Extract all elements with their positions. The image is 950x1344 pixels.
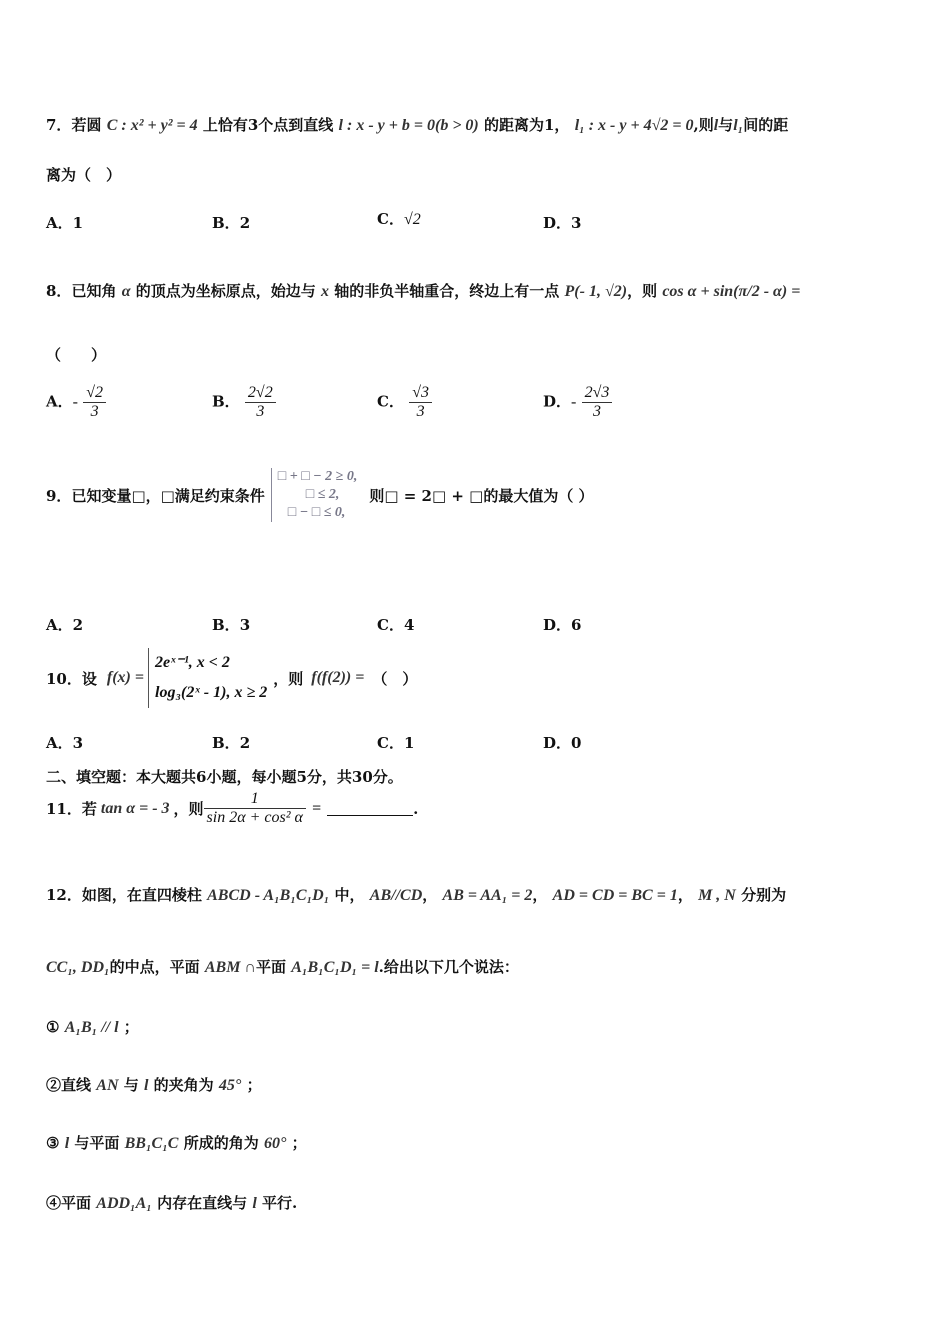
q9-option-c[interactable]: C．4 bbox=[377, 616, 415, 634]
q7-option-d[interactable]: D．3 bbox=[543, 214, 582, 232]
q9-option-a[interactable]: A．2 bbox=[46, 616, 84, 634]
q7-line-l: l : x - y + b = 0(b > 0) bbox=[338, 117, 479, 134]
q10-option-c[interactable]: C．1 bbox=[377, 734, 415, 752]
q12-statement-3: ③ l 与平面 BB₁C₁C 所成的角为 60° ； bbox=[46, 1134, 307, 1152]
q10-stem: 10． 设 f(x) = 2eˣ⁻¹, x < 2 log₃(2ˣ - 1), x ≥ 2 ，则 f(f(2)) = （ ） bbox=[46, 648, 417, 708]
q7-stem-line2: 离为（ ） bbox=[46, 166, 122, 184]
q11-answer-blank[interactable] bbox=[327, 801, 413, 816]
q8-option-b[interactable]: B． $\frac{2√2}{3}$ bbox=[212, 384, 276, 421]
q12-statement-4: ④平面 ADD₁A₁ 内存在直线与 l 平行. bbox=[46, 1194, 298, 1212]
q12-stem: 12．如图，在直四棱柱 ABCD - A₁B₁C₁D₁ 中， AB//CD， AB = AA₁ = 2， AD = CD = BC = 1， M , N 分别为 bbox=[46, 886, 787, 904]
q11-stem: 11． 若 tan α = - 3 ，则 $\frac{1}{\text{sin 2α + cos² α}}$ = . bbox=[46, 790, 419, 826]
q11-fraction: $\frac{1}{\text{sin 2α + cos² α}}$ bbox=[204, 790, 306, 827]
q8-option-a[interactable]: A．- $\frac{√2}{3}$ bbox=[46, 384, 106, 421]
q8-option-c[interactable]: C． $\frac{√3}{3}$ bbox=[377, 384, 432, 421]
section-heading-fill-in: 二、填空题：本大题共6小题，每小题5分，共30分。 bbox=[46, 768, 403, 786]
q7-option-a[interactable]: A．1 bbox=[46, 214, 84, 232]
q12-statement-2: ②直线 AN 与 l 的夹角为 45° ； bbox=[46, 1076, 262, 1094]
q9-constraint-system: □ + □ − 2 ≥ 0, □ ≤ 2, □ − □ ≤ 0, bbox=[271, 468, 358, 522]
q9-option-b[interactable]: B．3 bbox=[212, 616, 251, 634]
q9-option-d[interactable]: D．6 bbox=[543, 616, 582, 634]
q10-option-a[interactable]: A．3 bbox=[46, 734, 84, 752]
q10-piecewise-function: 2eˣ⁻¹, x < 2 log₃(2ˣ - 1), x ≥ 2 bbox=[148, 648, 267, 708]
q12-prism: ABCD - A₁B₁C₁D₁ bbox=[207, 887, 330, 904]
q7-stem: 7．若圆 C : x² + y² = 4 上恰有3个点到直线 l : x - y + b = 0(b > 0) 的距离为1， l₁ : x - y + 4√2 = 0,则l与l₁间的距 bbox=[46, 116, 789, 134]
q8-option-d[interactable]: D．- $\frac{2√3}{3}$ bbox=[543, 384, 612, 421]
q8-stem: 8．已知角 α 的顶点为坐标原点，始边与 x 轴的非负半轴重合，终边上有一点 P(- 1, √2)，则 cos α + sin(π/2 - α) = bbox=[46, 282, 801, 300]
q7-option-b[interactable]: B．2 bbox=[212, 214, 251, 232]
q12-stem-line2: CC₁, DD₁的中点，平面 ABM ∩平面 A₁B₁C₁D₁ = l.给出以下几个说法： bbox=[46, 958, 519, 976]
q8-stem-line2: （ ） bbox=[46, 346, 107, 364]
q10-option-d[interactable]: D．0 bbox=[543, 734, 582, 752]
q12-statement-1: ① A₁B₁ // l ； bbox=[46, 1018, 139, 1036]
q7-circle-equation: C : x² + y² = 4 bbox=[106, 117, 198, 134]
q7-option-c[interactable]: C．√2 bbox=[377, 210, 421, 228]
q8-point-p: P(- 1, √2) bbox=[564, 283, 628, 300]
q10-option-b[interactable]: B．2 bbox=[212, 734, 251, 752]
q8-expression: cos α + sin(π/2 - α) = bbox=[662, 283, 801, 300]
q7-line-l1: l₁ : x - y + 4√2 = 0 bbox=[574, 117, 694, 134]
q9-stem: 9． 已知变量□，□满足约束条件 □ + □ − 2 ≥ 0, □ ≤ 2, □ − □ ≤ 0, 则□ = 2□ + □的最大值为（ ） bbox=[46, 469, 594, 520]
